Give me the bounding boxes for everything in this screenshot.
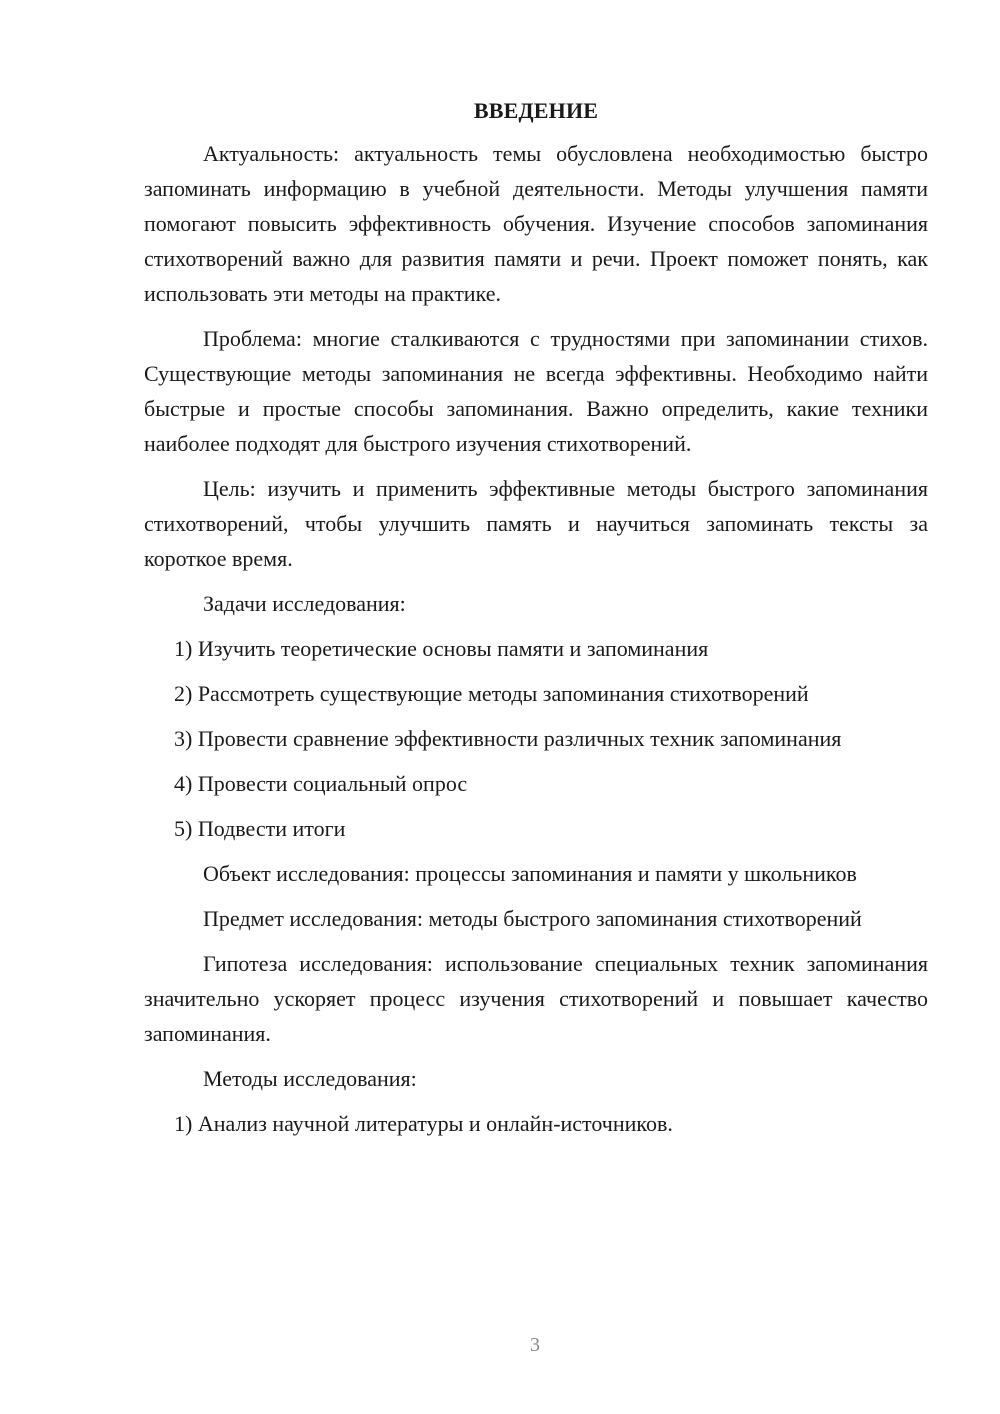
tasks-label: Задачи исследования: xyxy=(203,591,406,616)
list-item: 1) Анализ научной литературы и онлайн-источников. xyxy=(174,1111,673,1136)
page-title: ВВЕДЕНИЕ xyxy=(473,98,599,123)
relevance-paragraph: Актуальность: актуальность темы обусловлена необходимостью быстро запоминать информацию в учебной деятельности. Методы улучшения памяти помогают повысить эффективность обучения. Изучение способов запоминания стихотворений важно для развития памяти и речи. Проект поможет понять, как использовать эти методы на практике. xyxy=(144,141,928,306)
list-item: 1) Изучить теоретические основы памяти и запоминания xyxy=(174,636,709,661)
list-item: 3) Провести сравнение эффективности различных техник запоминания xyxy=(174,726,842,751)
list-item: 5) Подвести итоги xyxy=(174,816,346,841)
methods-label: Методы исследования: xyxy=(203,1066,417,1091)
tasks-list xyxy=(144,631,928,846)
page-number: 3 xyxy=(530,1334,540,1356)
list-item: 2) Рассмотреть существующие методы запоминания стихотворений xyxy=(174,681,809,706)
document-page xyxy=(144,96,928,1151)
goal-paragraph: Цель: изучить и применить эффективные методы быстрого запоминания стихотворений, чтобы улучшить память и научиться запоминать тексты за короткое время. xyxy=(144,476,928,571)
list-item: 4) Провести социальный опрос xyxy=(174,771,468,796)
hypothesis-paragraph: Гипотеза исследования: использование специальных техник запоминания значительно ускоряет процесс изучения стихотворений и повышает качество запоминания. xyxy=(144,951,928,1046)
problem-paragraph: Проблема: многие сталкиваются с трудностями при запоминании стихов. Существующие методы запоминания не всегда эффективны. Необходимо найти быстрые и простые способы запоминания. Важно определить, какие техники наиболее подходят для быстрого изучения стихотворений. xyxy=(144,326,928,456)
subject-paragraph: Предмет исследования: методы быстрого запоминания стихотворений xyxy=(203,906,862,931)
object-paragraph: Объект исследования: процессы запоминания и памяти у школьников xyxy=(203,861,857,886)
methods-list xyxy=(144,1106,928,1141)
